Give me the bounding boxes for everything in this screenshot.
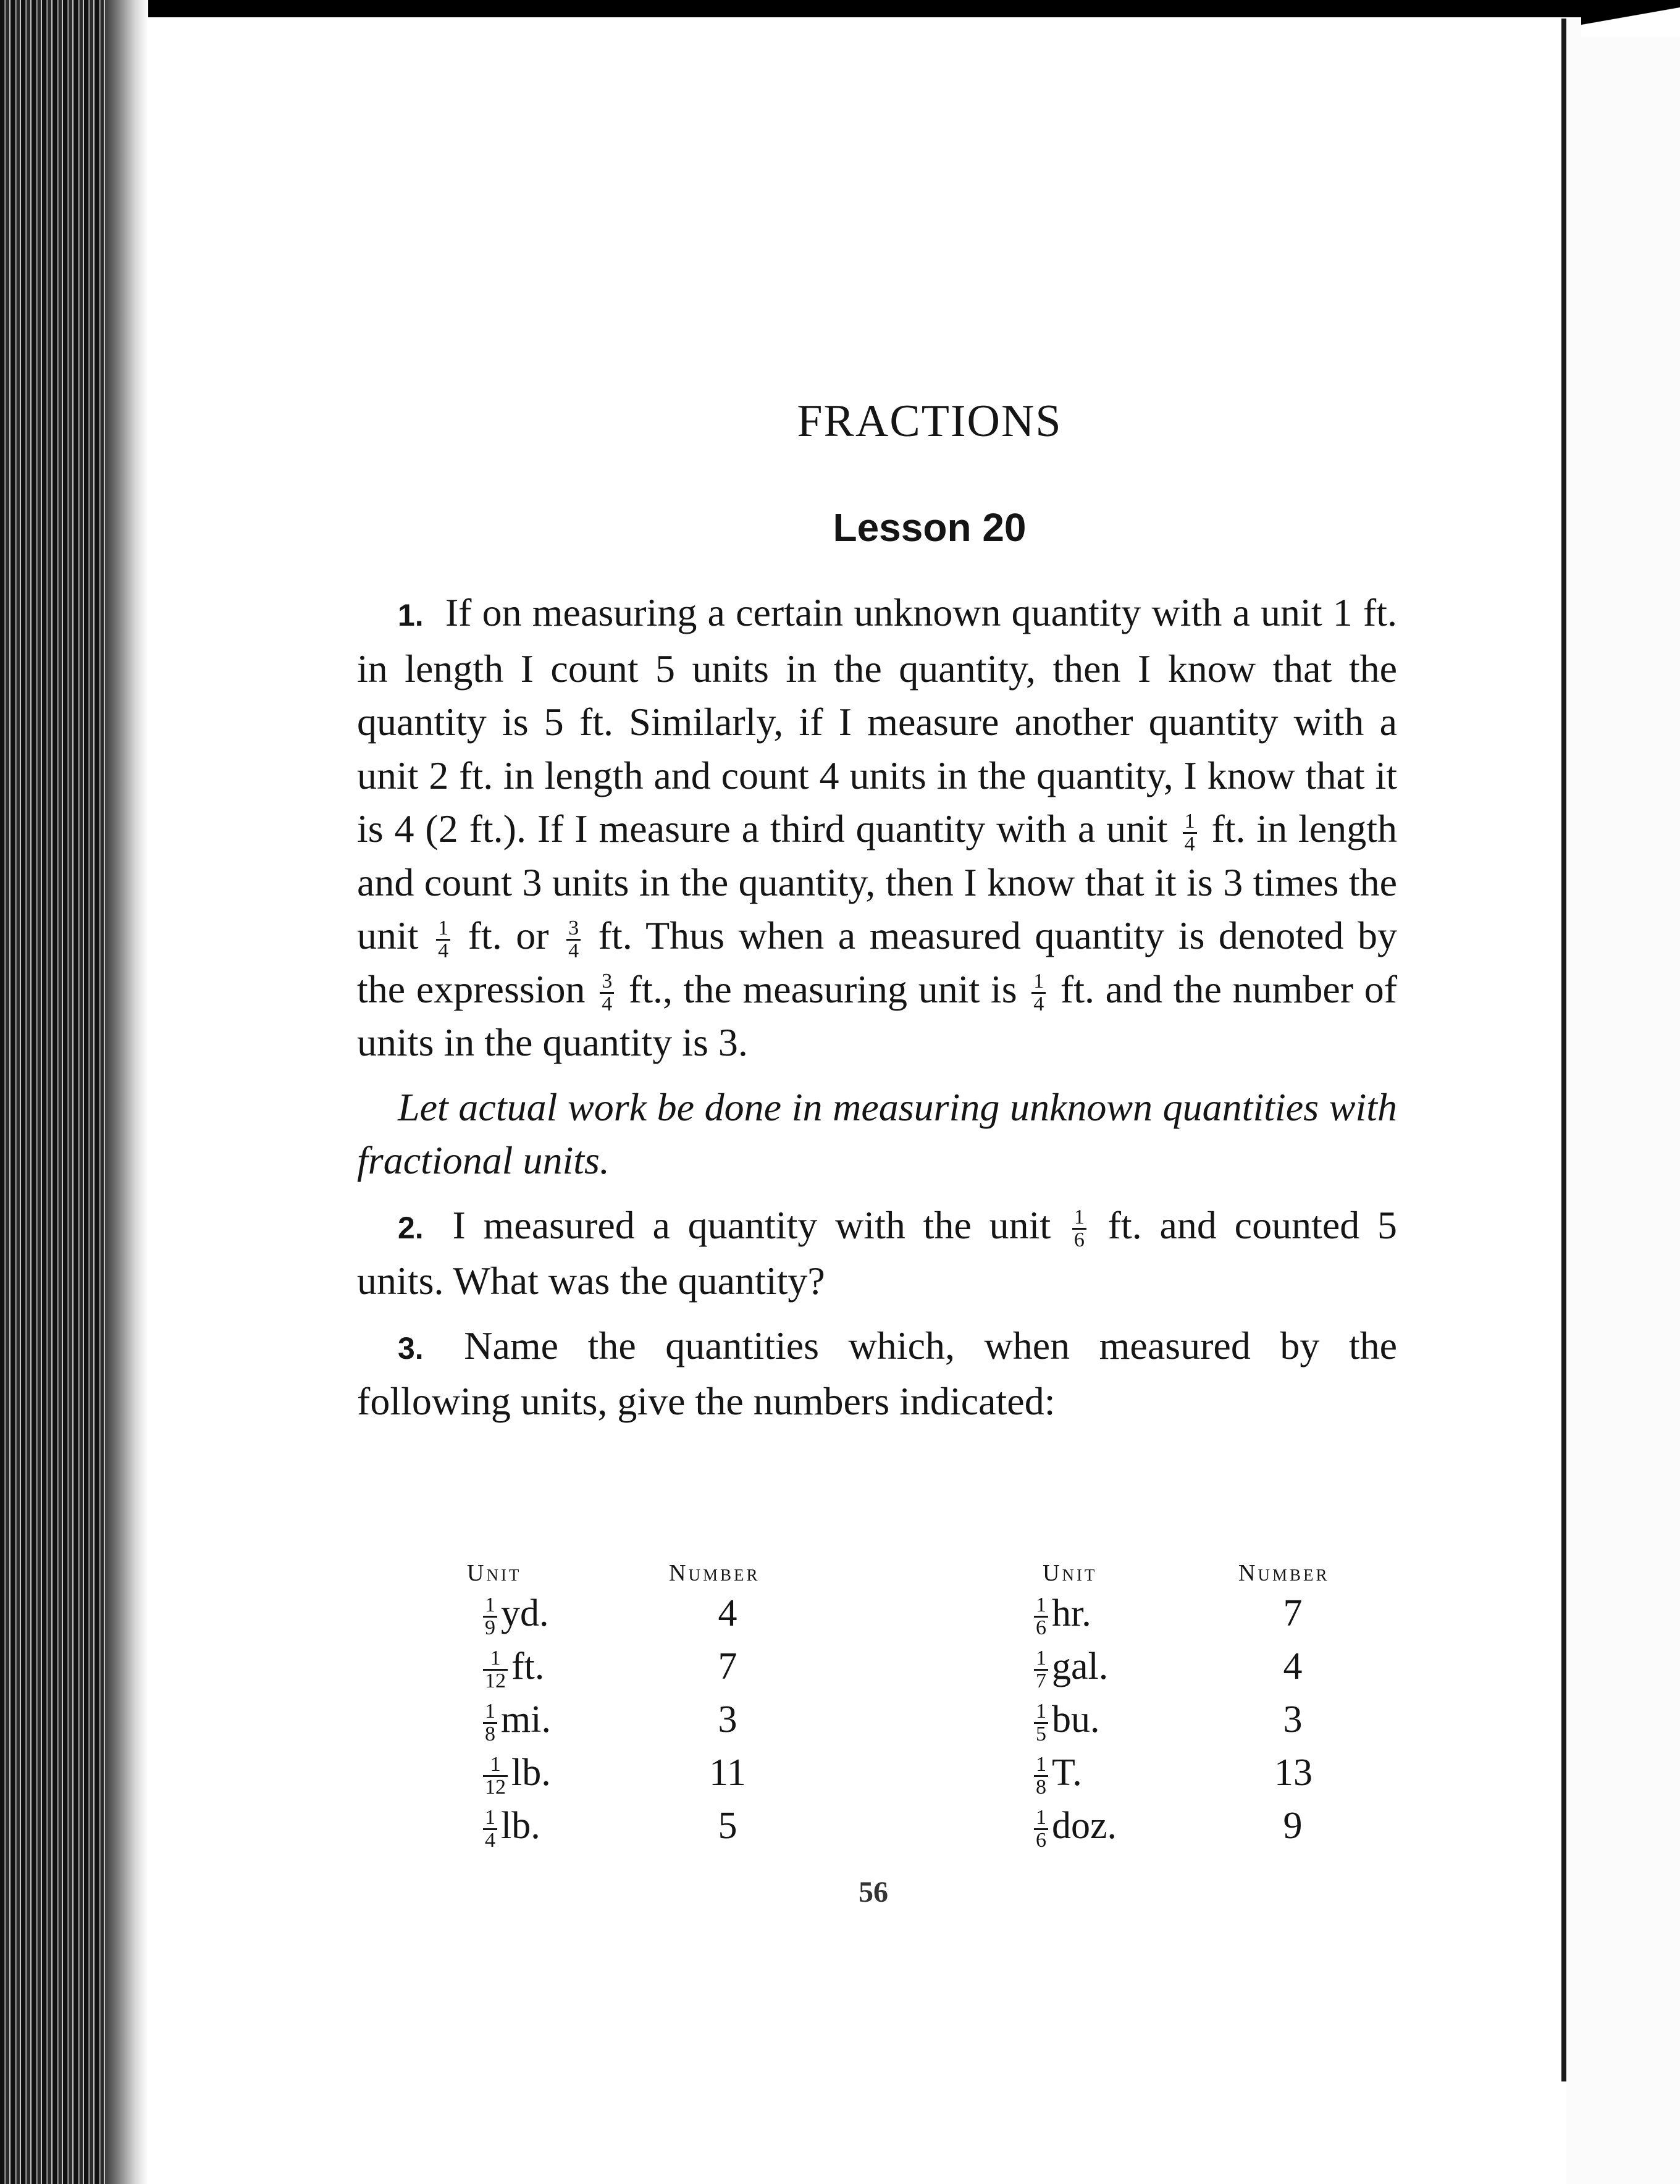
fraction: $\frac{1}{8}$ [1034, 1754, 1048, 1798]
fraction: $\frac{1}{9}$ [483, 1595, 497, 1639]
problem-text: ft. in length and count 3 units in the quantity, then I know that it is 3 times the unit [357, 807, 1398, 957]
problem-text: If on measuring a certain unknown quantity with a unit 1 ft. in length I count 5 units in the quantity, then I know that the quantity is 5 ft. Similarly, if I measure another quantity with a unit 2 ft. in length and count 4 units in the quantity, I know that it is 4 (2 ft.). If I measure a third quantity with a unit [357, 590, 1398, 850]
scan-top-border [0, 0, 1680, 17]
problem-text: ft. and the number of units in the quantity is 3. [357, 967, 1398, 1064]
unit-header-right: Unit [1043, 1560, 1098, 1586]
fraction: $\frac{1}{6}$ [1072, 1207, 1086, 1251]
problem-text: Name the quantities which, when measured by the following units, give the numbers indicated: [357, 1323, 1398, 1423]
unit-label: bu. [1052, 1699, 1100, 1741]
number-cell: 4 [1283, 1645, 1303, 1687]
fraction: $\frac{1}{4}$ [1031, 971, 1046, 1015]
unit-cell [1030, 1592, 1091, 1639]
problem-1 [357, 586, 1397, 1070]
unit-cell [479, 1751, 551, 1798]
table-header [357, 1560, 1397, 1592]
number-header-left: Number [669, 1560, 760, 1586]
problem-text: ft. and counted 5 units. What was the quantity? [357, 1203, 1398, 1303]
unit-label: mi. [501, 1699, 551, 1741]
instruction-note: Let actual work be done in measuring unknown quantities with fractional units. [357, 1085, 1397, 1182]
unit-label: hr. [1052, 1592, 1091, 1634]
number-cell: 3 [1283, 1699, 1303, 1741]
fraction: $\frac{1}{4}$ [483, 1807, 497, 1851]
number-cell: 9 [1283, 1805, 1303, 1847]
problem-text: ft. or [468, 914, 549, 957]
fraction: $\frac{1}{8}$ [483, 1701, 497, 1745]
right-page-fold [1561, 19, 1566, 2081]
number-cell: 3 [718, 1699, 737, 1741]
binding-shadow [105, 0, 148, 2184]
number-cell: 4 [718, 1592, 737, 1634]
page-number: 56 [859, 1876, 888, 1909]
scan-corner [1581, 0, 1680, 37]
problem-2 [357, 1199, 1397, 1308]
fraction: $\frac{3}{4}$ [600, 971, 614, 1015]
number-cell: 13 [1274, 1752, 1312, 1794]
unit-label: ft. [511, 1645, 545, 1687]
fraction: $\frac{1}{12}$ [483, 1648, 508, 1692]
unit-cell [479, 1592, 549, 1639]
table-row [357, 1645, 1397, 1698]
unit-cell [479, 1804, 540, 1851]
table-row [357, 1592, 1397, 1645]
unit-label: gal. [1052, 1645, 1109, 1687]
fraction: $\frac{1}{12}$ [483, 1754, 508, 1798]
unit-cell [1030, 1698, 1100, 1745]
fraction: $\frac{3}{4}$ [566, 918, 581, 962]
problem-number: 2. [398, 1210, 424, 1245]
table-body [357, 1592, 1397, 1857]
page-content [357, 395, 1398, 1852]
table-row [357, 1804, 1397, 1857]
unit-cell [1030, 1751, 1082, 1798]
unit-label: lb. [501, 1805, 540, 1847]
unit-label: lb. [511, 1752, 551, 1794]
right-page-edge [1566, 19, 1680, 2184]
unit-label: T. [1052, 1752, 1082, 1794]
number-cell: 7 [1283, 1592, 1303, 1634]
unit-label: doz. [1052, 1805, 1117, 1847]
problem-text: ft. Thus when a measured quantity is denoted by the expression [357, 914, 1398, 1011]
table-row [357, 1751, 1397, 1804]
problem-text: ft., the measuring unit is [628, 967, 1017, 1011]
units-table [357, 1560, 1397, 1857]
fraction: $\frac{1}{6}$ [1034, 1595, 1048, 1639]
fraction: $\frac{1}{4}$ [436, 918, 450, 962]
number-cell: 5 [718, 1805, 737, 1847]
problem-number: 3. [398, 1330, 424, 1366]
problem-number: 1. [398, 598, 424, 632]
fraction: $\frac{1}{6}$ [1034, 1807, 1048, 1851]
problem-3 [357, 1319, 1397, 1429]
number-cell: 7 [718, 1645, 737, 1687]
table-row [357, 1698, 1397, 1751]
fraction: $\frac{1}{7}$ [1034, 1648, 1048, 1692]
unit-cell [479, 1698, 551, 1745]
page-title: FRACTIONS [797, 396, 1062, 447]
unit-cell [1030, 1645, 1108, 1692]
number-cell: 11 [709, 1752, 746, 1794]
lesson-heading: Lesson 20 [833, 505, 1027, 550]
number-header-right: Number [1238, 1560, 1330, 1586]
unit-header-left: Unit [467, 1560, 522, 1586]
fraction: $\frac{1}{4}$ [1183, 811, 1197, 855]
unit-label: yd. [501, 1592, 549, 1634]
unit-cell [479, 1645, 544, 1692]
fraction: $\frac{1}{5}$ [1034, 1701, 1048, 1745]
problem-text: I measured a quantity with the unit [452, 1203, 1051, 1247]
unit-cell [1030, 1804, 1117, 1851]
